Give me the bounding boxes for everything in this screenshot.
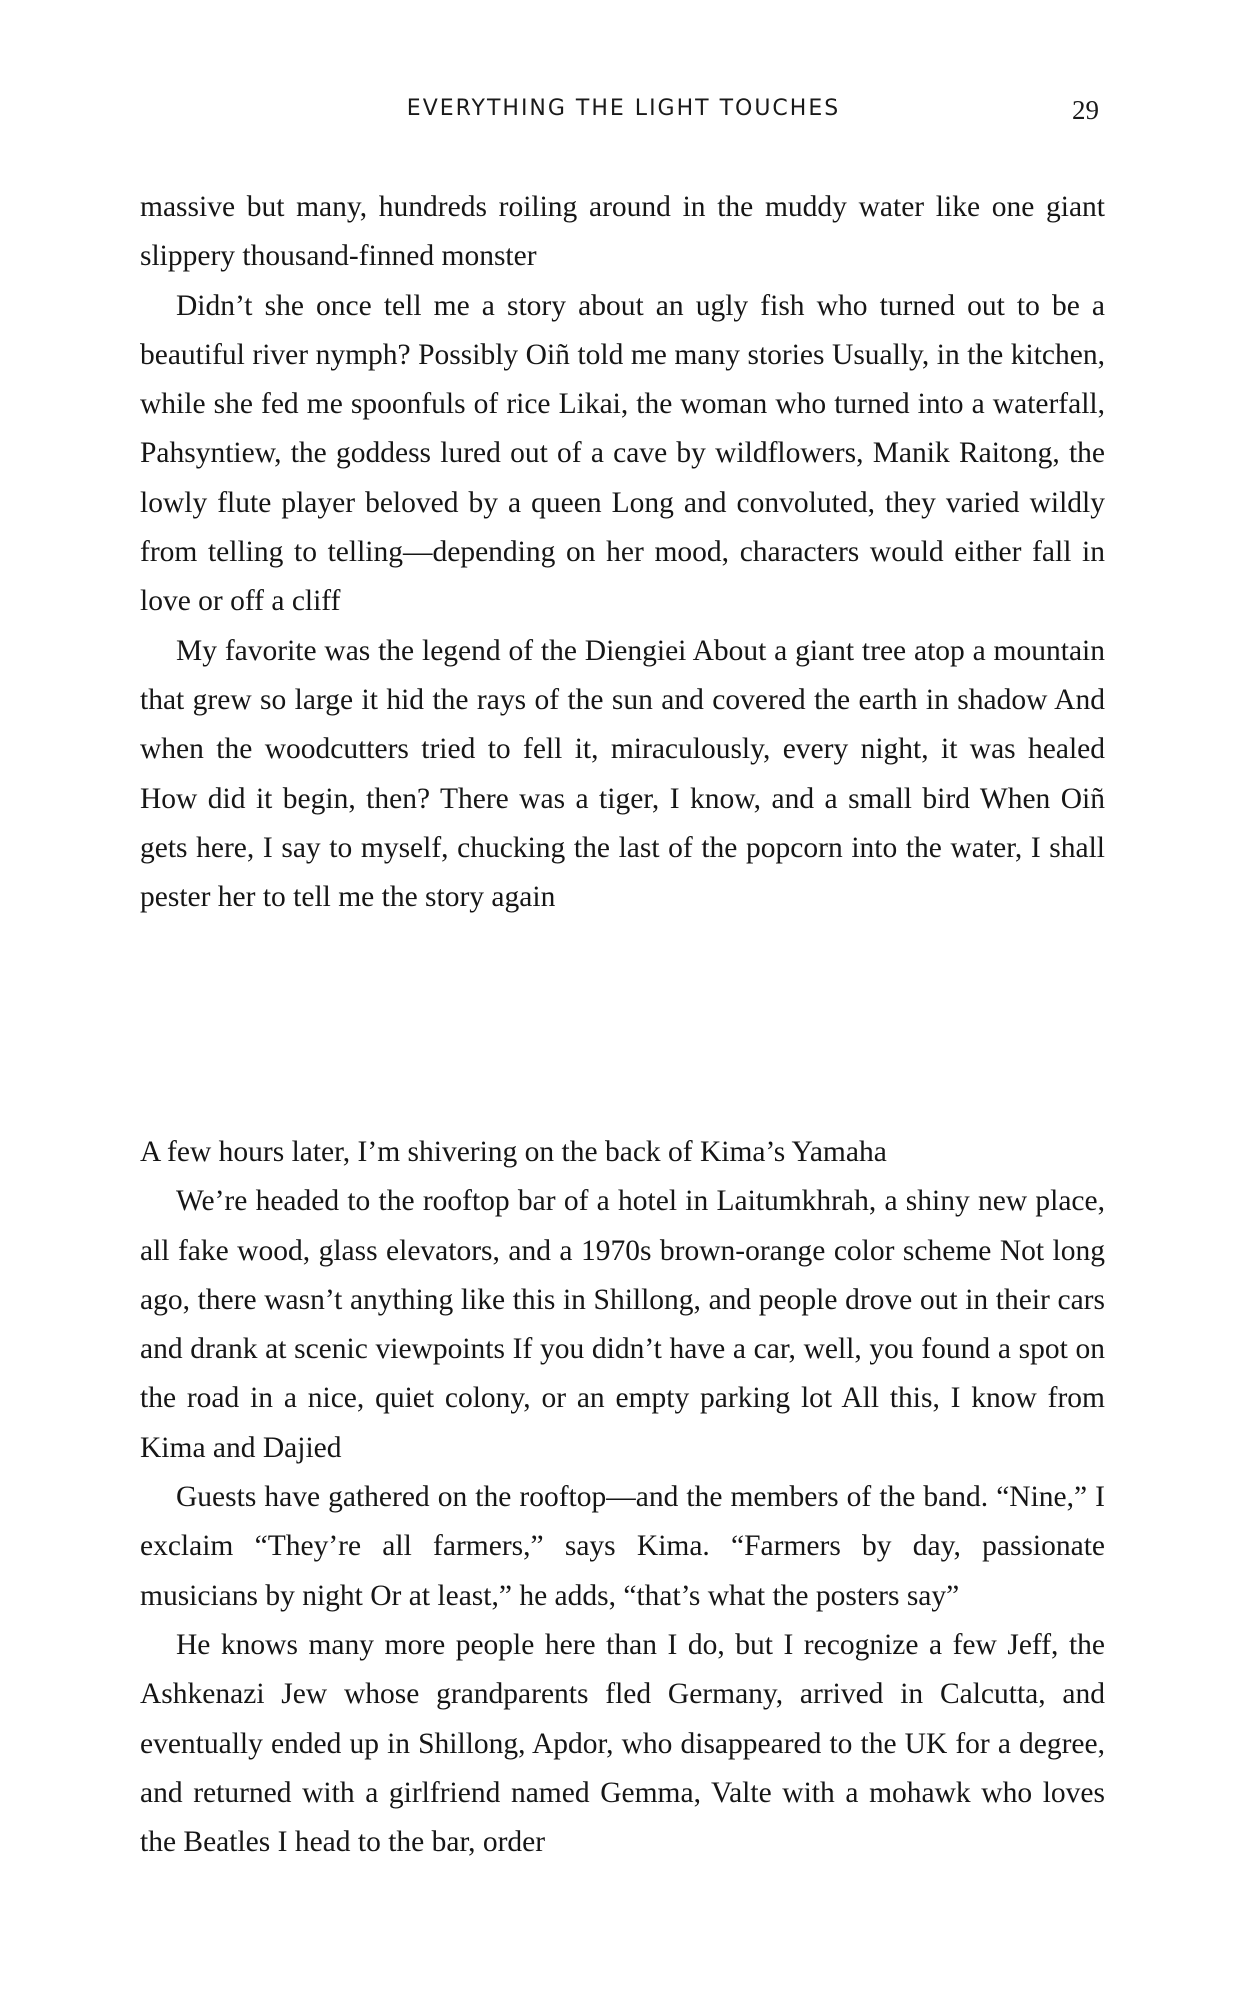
- paragraph: massive but many, hundreds roiling around in the muddy water like one giant slippery thousand-finned monster: [140, 191, 1105, 273]
- page-number: 29: [1072, 95, 1099, 125]
- running-head-title: EVERYTHING THE LIGHT TOUCHES: [406, 96, 841, 121]
- paragraph: He knows many more people here than I do, but I recognize a few Jeff, the Ashkenazi Jew whose grandparents fled Germany, arrived in Calcutta, and eventually ended up in Shillong, Apdor, who disappeared to the UK for a degree, and returned with a girlfriend named Gemma, Valte with a mohawk who loves the Beatles I head to the bar, order: [140, 1628, 1105, 1859]
- running-head: [0, 96, 1247, 136]
- paragraph: We’re headed to the rooftop bar of a hotel in Laitumkhrah, a shiny new place, all fake wood, glass elevators, and a 1970s brown-orange color scheme Not long ago, there wasn’t anything like this in Shillong, and people drove out in their cars and drank at scenic viewpoints If you didn’t have a car, well, you found a spot on the road in a nice, quiet colony, or an empty parking lot All this, I know from Kima and Dajied: [140, 1185, 1105, 1464]
- text-section-1: [140, 183, 1105, 922]
- paragraph: Didn’t she once tell me a story about an ugly fish who turned out to be a beautiful river nymph? Possibly Oiñ told me many stories Usually, in the kitchen, while she fed me spoonfuls of rice Likai, the woman who turned into a waterfall, Pahsyntiew, the goddess lured out of a cave by wildflowers, Manik Raitong, the lowly flute player beloved by a queen Long and convoluted, they varied wildly from telling to telling—depending on her mood, characters would either fall in love or off a cliff: [140, 289, 1105, 618]
- paragraph: A few hours later, I’m shivering on the back of Kima’s Yamaha: [140, 1136, 887, 1168]
- paragraph: My favorite was the legend of the Diengiei About a giant tree atop a mountain that grew so large it hid the rays of the sun and covered the earth in shadow And when the woodcutters tried to fell it, miraculously, every night, it was healed How did it begin, then? There was a tiger, I know, and a small bird When Oiñ gets here, I say to myself, chucking the last of the popcorn into the water, I shall pester her to tell me the story again: [140, 634, 1105, 914]
- text-section-2: [140, 1128, 1105, 1867]
- paragraph: Guests have gathered on the rooftop—and the members of the band. “Nine,” I exclaim “They’re all farmers,” says Kima. “Farmers by day, passionate musicians by night Or at least,” he adds, “that’s what the posters say”: [140, 1481, 1105, 1612]
